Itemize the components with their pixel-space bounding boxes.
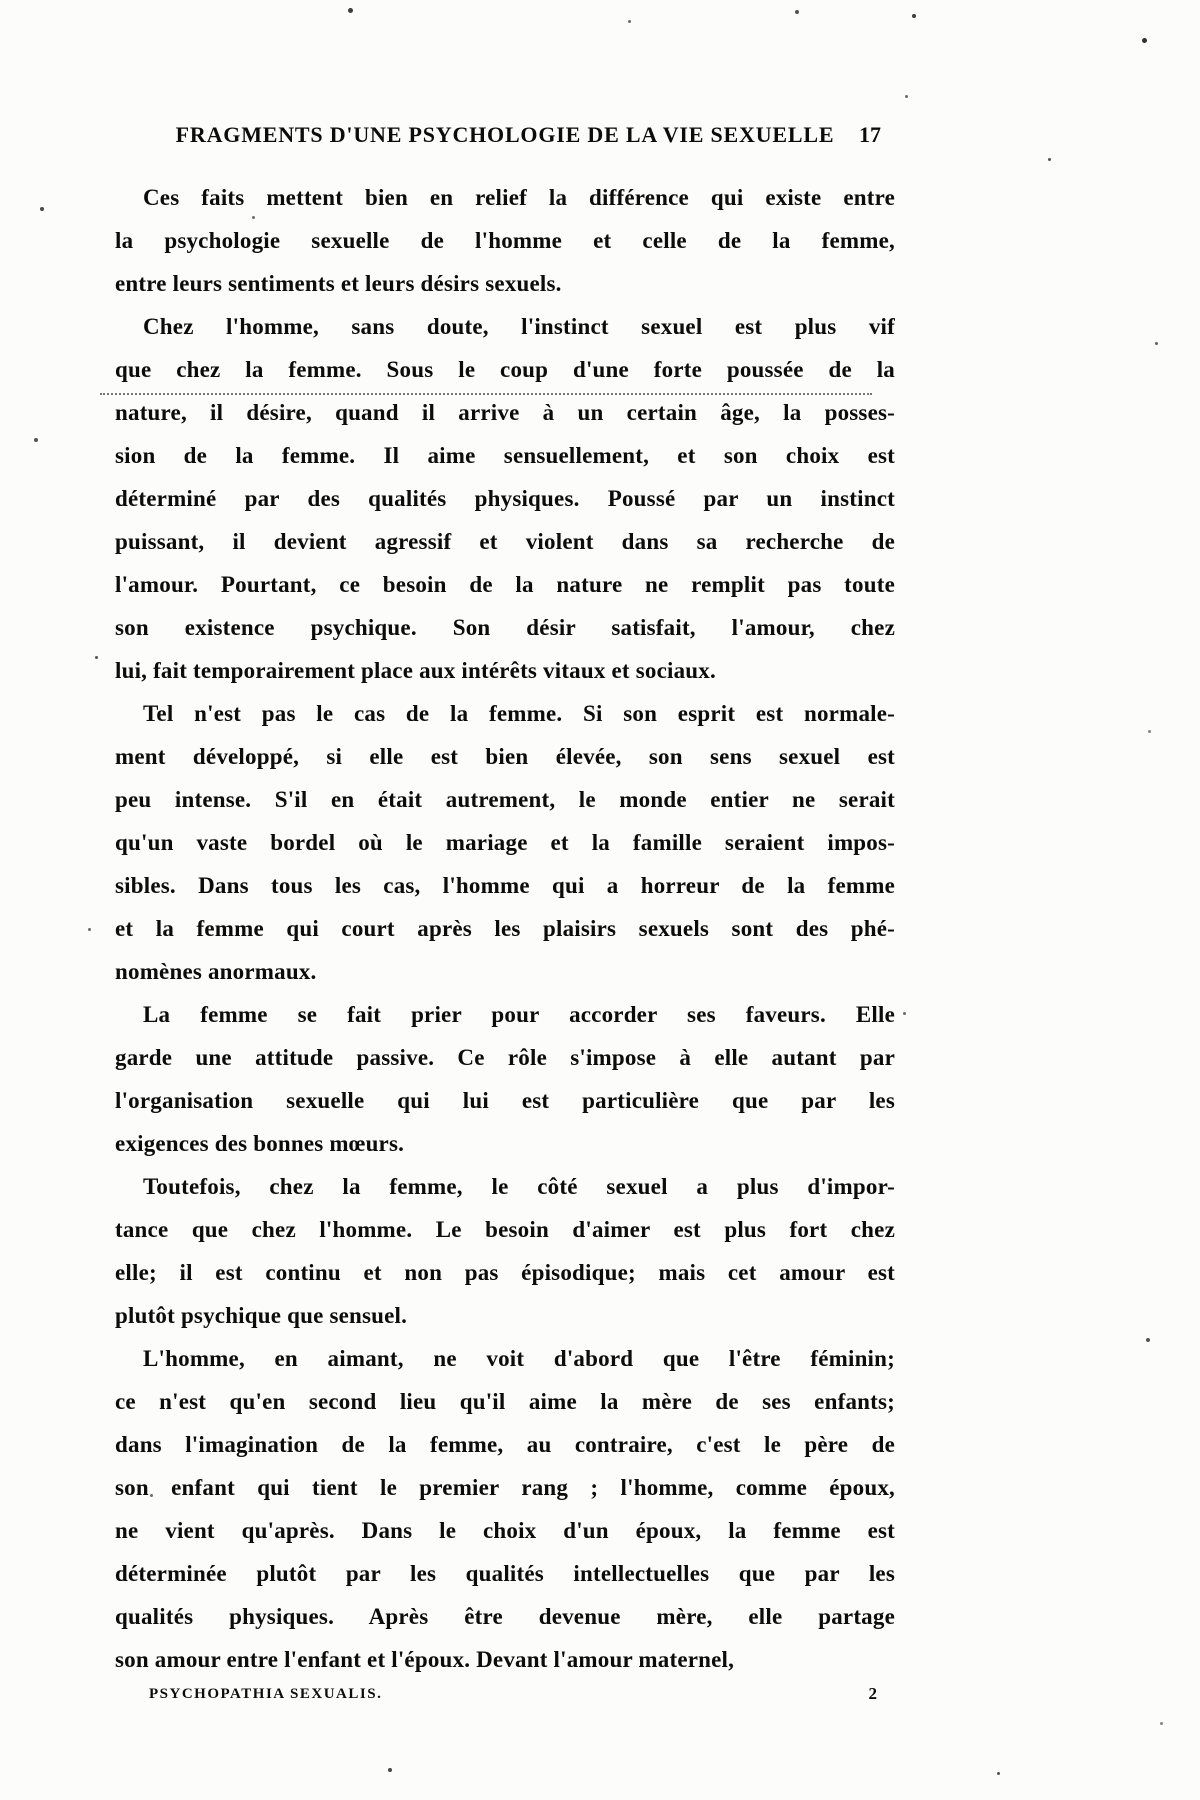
text-line: elle; il est continu et non pas épisodique; mais cet amour est [115,1260,895,1285]
text-line: l'amour. Pourtant, ce besoin de la nature ne remplit pas toute [115,572,895,597]
text-line: que chez la femme. Sous le coup d'une forte poussée de la [115,357,895,382]
scan-speckle [1155,342,1158,345]
text-line: lui, fait temporairement place aux intérêts vitaux et sociaux. [115,658,716,683]
text-line: dans l'imagination de la femme, au contraire, c'est le père de [115,1432,895,1457]
scan-speckle [88,928,91,931]
scan-speckle [903,1012,906,1015]
scan-speckle [1160,1722,1163,1725]
text-line: La femme se fait prier pour accorder ses faveurs. Elle [143,1002,895,1027]
signature-number: 2 [868,1684,877,1703]
text-line: qu'un vaste bordel où le mariage et la famille seraient impos- [115,830,895,855]
text-line: déterminée plutôt par les qualités intellectuelles que par les [115,1561,895,1586]
running-header [115,122,895,156]
text-line: et la femme qui court après les plaisirs sexuels sont des phé- [115,916,895,941]
page-number: 17 [859,122,881,147]
text-line: qualités physiques. Après être devenue mère, elle partage [115,1604,895,1629]
scan-speckle [348,8,353,13]
text-line: L'homme, en aimant, ne voit d'abord que l'être féminin; [143,1346,895,1371]
text-line: l'organisation sexuelle qui lui est particulière que par les [115,1088,895,1113]
text-line: Tel n'est pas le cas de la femme. Si son esprit est normale- [143,701,895,726]
scan-speckle [388,1768,392,1772]
scan-speckle [905,95,908,98]
paragraph [115,305,895,692]
scan-speckle [795,10,799,14]
scan-speckle [40,207,44,211]
text-line: nature, il désire, quand il arrive à un certain âge, la posses- [115,400,895,425]
text-line: Chez l'homme, sans doute, l'instinct sexuel est plus vif [143,314,895,339]
text-line: nomènes anormaux. [115,959,317,984]
text-line: ne vient qu'après. Dans le choix d'un époux, la femme est [115,1518,895,1543]
text-line: tance que chez l'homme. Le besoin d'aimer est plus fort chez [115,1217,895,1242]
text-line: ce n'est qu'en second lieu qu'il aime la mère de ses enfants; [115,1389,895,1414]
scan-speckle [912,14,916,18]
text-line: peu intense. S'il en était autrement, le monde entier ne serait [115,787,895,812]
text-line: plutôt psychique que sensuel. [115,1303,408,1328]
scan-speckle [1048,158,1051,161]
scan-speckle [1148,730,1151,733]
paragraph [115,993,895,1165]
text-line: Toutefois, chez la femme, le côté sexuel a plus d'impor- [143,1174,895,1199]
scan-speckle [1146,1338,1150,1342]
paragraph [115,176,895,305]
text-block [115,176,895,1681]
text-line: garde une attitude passive. Ce rôle s'impose à elle autant par [115,1045,895,1070]
scan-speckle [628,20,631,23]
text-line: puissant, il devient agressif et violent dans sa recherche de [115,529,895,554]
scan-speckle [95,656,98,659]
text-line: Ces faits mettent bien en relief la différence qui existe entre [143,185,895,210]
footer-running-title: PSYCHOPATHIA SEXUALIS. [149,1686,383,1702]
text-line: son existence psychique. Son désir satisfait, l'amour, chez [115,615,895,640]
scan-speckle [1142,38,1147,43]
paragraph [115,1337,895,1681]
scan-speckle [997,1772,1000,1775]
text-line: sion de la femme. Il aime sensuellement, et son choix est [115,443,895,468]
text-line: sibles. Dans tous les cas, l'homme qui a horreur de la femme [115,873,895,898]
header-title: FRAGMENTS D'UNE PSYCHOLOGIE DE LA VIE SEXUELLE [175,122,835,147]
text-line: son amour entre l'enfant et l'époux. Devant l'amour maternel, [115,1647,735,1672]
paragraph [115,1165,895,1337]
text-line: ment développé, si elle est bien élevée, son sens sexuel est [115,744,895,769]
text-line: déterminé par des qualités physiques. Poussé par un instinct [115,486,895,511]
text-line: la psychologie sexuelle de l'homme et celle de la femme, [115,228,895,253]
scan-speckle [34,438,38,442]
text-line: exigences des bonnes mœurs. [115,1131,405,1156]
text-line: son enfant qui tient le premier rang ; l'homme, comme époux, [115,1475,895,1500]
text-line: entre leurs sentiments et leurs désirs sexuels. [115,271,562,296]
paragraph [115,692,895,993]
